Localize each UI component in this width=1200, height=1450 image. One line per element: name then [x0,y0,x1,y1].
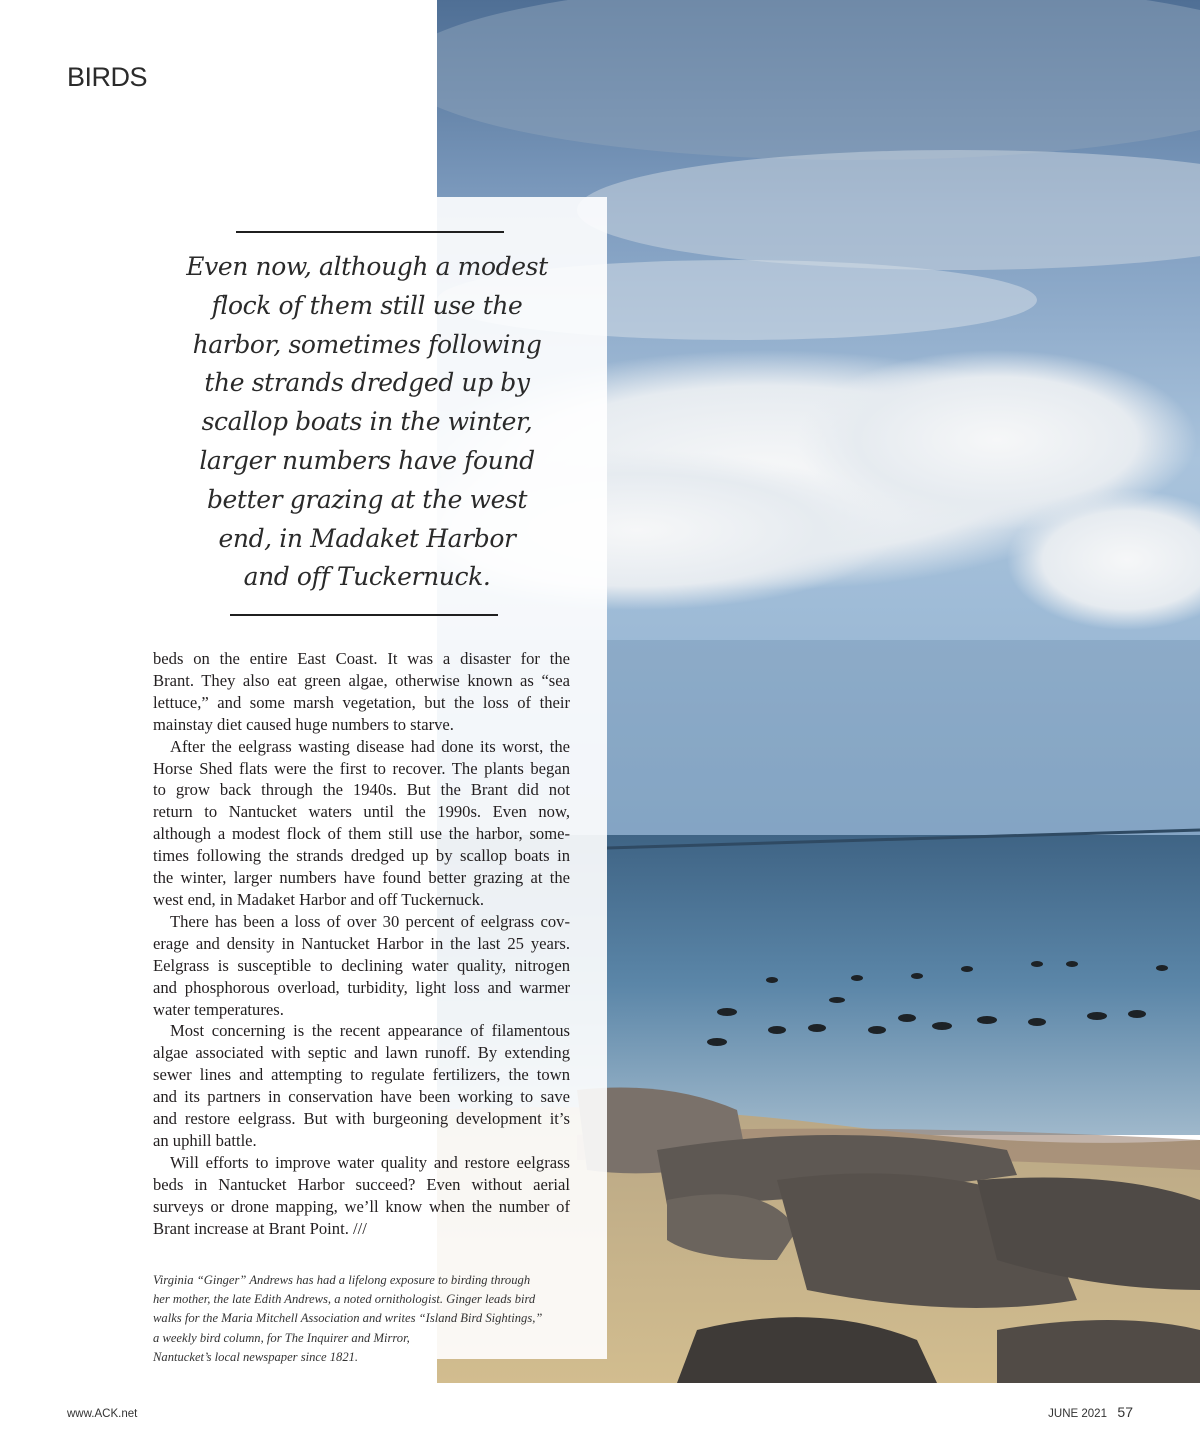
footer-date: JUNE 2021 [1048,1408,1107,1420]
body-line: mainstay diet caused huge numbers to starve. [153,714,454,734]
bio-line: Virginia “Ginger” Andrews has had a lifelong exposure to birding through [153,1273,531,1287]
body-line: and restore eelgrass. But with burgeoning development it’s [153,1109,570,1129]
body-line: although a modest flock of them still use the harbor, some- [153,824,570,844]
body-line: times following the strands dredged up by scallop boats in [153,846,570,866]
body-line: sewer lines and attempting to regulate fertilizers, the town [153,1065,570,1085]
body-line: surveys or drone mapping, we’ll know when the number of [153,1196,570,1216]
body-line: Brant increase at Brant Point. /// [153,1218,367,1238]
body-line: algae associated with septic and lawn runoff. By extending [153,1043,570,1063]
body-line: There has been a loss of over 30 percent of eelgrass cov- [170,911,570,931]
body-line: return to Nantucket waters until the 1990s. Even now, [153,802,570,822]
pullquote-rule-bottom [230,614,498,616]
pullquote-line: Even now, although a modest [186,252,548,281]
author-bio [153,1271,583,1367]
body-line: lettuce,” and some marsh vegetation, but the loss of their [153,692,570,712]
pullquote [170,248,564,597]
body-line: beds in Nantucket Harbor succeed? Even without aerial [153,1174,570,1194]
page-number: 57 [1117,1404,1133,1420]
bio-line: a weekly bird column, for The Inquirer and Mirror, [153,1330,410,1345]
footer-page-info [1048,1404,1133,1422]
pullquote-line: better grazing at the west [206,484,528,514]
pullquote-line: and off Tuckernuck. [243,562,491,592]
pullquote-line: the strands dredged up by [204,368,530,398]
body-line: west end, in Madaket Harbor and off Tuckernuck. [153,889,485,909]
body-line: Eelgrass is susceptible to declining water quality, nitrogen [153,955,570,975]
body-line: Brant. They also eat green algae, otherwise known as “sea [153,670,570,690]
pullquote-line: scallop boats in the winter, [201,407,533,437]
body-line: the winter, larger numbers have found better grazing at the [153,868,570,888]
article-body [153,648,570,1239]
body-line: Horse Shed flats were the first to recover. The plants began [153,758,570,778]
pullquote-line: flock of them still use the [211,290,523,320]
body-line: erage and density in Nantucket Harbor in the last 25 years. [153,933,570,953]
pullquote-line: larger numbers have found [199,445,535,475]
pullquote-line: end, in Madaket Harbor [218,523,516,553]
body-line: beds on the entire East Coast. It was a disaster for the [153,649,570,668]
pullquote-line: harbor, sometimes following [192,329,542,359]
body-line: an uphill battle. [153,1130,257,1150]
body-line: After the eelgrass wasting disease had done its worst, the [170,736,570,756]
bio-line: her mother, the late Edith Andrews, a noted ornithologist. Ginger leads bird [153,1292,536,1307]
body-line: water temperatures. [153,999,284,1019]
body-line: Will efforts to improve water quality and restore eelgrass [170,1152,570,1172]
body-line: to grow back through the 1940s. But the Brant did not [153,780,570,800]
footer-website: www.ACK.net [67,1408,138,1420]
body-line: Most concerning is the recent appearance of filamentous [170,1021,570,1041]
bio-line: walks for the Maria Mitchell Association and writes “Island Bird Sightings,” [153,1311,543,1326]
bio-line: Nantucket’s local newspaper since 1821. [153,1349,359,1364]
body-line: and phosphorous overload, turbidity, light loss and warmer [153,977,570,997]
pullquote-rule-top [236,231,504,233]
body-line: and its partners in conservation have been working to save [153,1087,570,1107]
section-label: BIRDS [67,62,148,92]
